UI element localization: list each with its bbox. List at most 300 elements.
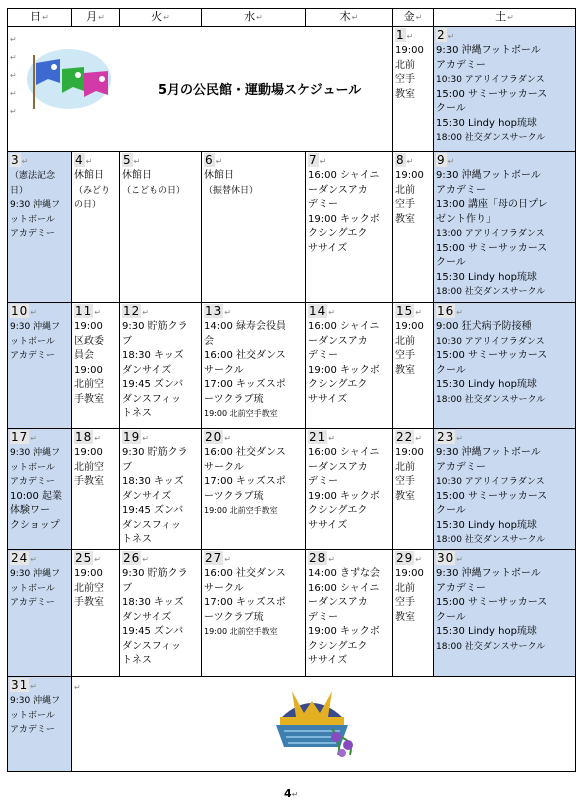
paragraph-mark: ↵ bbox=[328, 555, 336, 564]
day-number bbox=[436, 304, 573, 320]
day-cell-22 bbox=[393, 429, 434, 550]
event-line: 9:30 沖縄フ bbox=[10, 448, 61, 458]
paragraph-mark: ↵ bbox=[94, 308, 102, 317]
event-line: 16:00 シャイニ bbox=[308, 582, 380, 594]
event-line: アカデミー bbox=[10, 477, 55, 487]
event-line: 教室 bbox=[395, 490, 415, 502]
day-number bbox=[395, 304, 431, 320]
day-number-text: 31 bbox=[11, 678, 29, 692]
event-line: 19:45 ズンバ bbox=[122, 626, 184, 637]
event-line: （振替休日） bbox=[204, 185, 259, 196]
day-number-text: 1 bbox=[396, 28, 405, 42]
day-number bbox=[395, 430, 431, 446]
day-number-text: 6 bbox=[205, 153, 214, 167]
event-line: デミー bbox=[308, 476, 338, 487]
day-cell-30 bbox=[434, 550, 576, 677]
day-cell-1 bbox=[393, 27, 434, 152]
day-cell-18 bbox=[72, 429, 120, 550]
day-number bbox=[204, 430, 303, 446]
event-line: 区政委 bbox=[74, 335, 104, 347]
event-line: アカデミー bbox=[436, 582, 486, 594]
event-line: トネス bbox=[122, 408, 152, 419]
event-line: （こどもの日） bbox=[122, 185, 186, 196]
day-number-text: 26 bbox=[123, 551, 141, 565]
day-number bbox=[74, 153, 117, 169]
event-line: 19:00 キックボ bbox=[308, 490, 380, 502]
event-line: 15:30 Lindy hop琉球 bbox=[436, 117, 537, 129]
event-line: 教室 bbox=[395, 88, 415, 100]
event-line: サークル bbox=[204, 461, 244, 473]
event-line: 18:00 社交ダンスサークル bbox=[436, 641, 546, 652]
page-title: 5月の公民館・運動場スケジュール bbox=[158, 83, 362, 98]
event-line: 18:00 社交ダンスサークル bbox=[436, 287, 546, 297]
day-cell-17 bbox=[8, 429, 72, 550]
event-line: ーダンスアカ bbox=[308, 335, 368, 347]
event-line: ットボール bbox=[10, 583, 55, 594]
paragraph-marks: ↵ bbox=[74, 683, 81, 692]
day-number-text: 19 bbox=[123, 430, 141, 444]
event-line: 空手 bbox=[395, 476, 415, 487]
event-line: クシングエク bbox=[308, 379, 368, 390]
event-line: （みどり bbox=[74, 185, 111, 196]
event-line: トネス bbox=[122, 534, 152, 545]
event-line: ットボール bbox=[10, 710, 55, 721]
event-line: 10:30 アアリイフラダンス bbox=[436, 477, 545, 487]
event-line: 体験ワー bbox=[10, 505, 50, 516]
day-number bbox=[10, 430, 69, 446]
event-line: 13:00 アアリイフラダンス bbox=[436, 229, 545, 239]
weekday-fri: 金↵ bbox=[393, 9, 434, 27]
event-line: 9:00 狂犬病予防接種 bbox=[436, 321, 532, 332]
event-line: 9:30 沖縄フ bbox=[10, 696, 61, 706]
day-cell-20 bbox=[202, 429, 306, 550]
paragraph-mark: ↵ bbox=[447, 32, 456, 41]
day-number-text: 7 bbox=[309, 153, 318, 167]
day-number-text: 8 bbox=[396, 153, 405, 167]
event-line: クール bbox=[436, 257, 466, 268]
paragraph-mark: ↵ bbox=[456, 308, 464, 317]
event-line: ササイズ bbox=[308, 393, 348, 405]
day-cell-15 bbox=[393, 303, 434, 429]
event-line: 15:30 Lindy hop琉球 bbox=[436, 379, 537, 390]
event-line: アカデミー bbox=[436, 59, 486, 71]
event-line: 9:30 沖縄フットボール bbox=[436, 447, 541, 458]
event-line: トネス bbox=[122, 655, 152, 666]
event-line: 教室 bbox=[395, 364, 415, 376]
calendar-week-row bbox=[8, 677, 576, 772]
day-number bbox=[436, 28, 573, 44]
event-line: 北前 bbox=[395, 335, 415, 347]
event-line: 空手 bbox=[395, 350, 415, 361]
event-line: の日） bbox=[74, 200, 102, 210]
kabuto-cell bbox=[72, 677, 576, 772]
event-line: 10:00 起業 bbox=[10, 490, 62, 502]
day-number bbox=[122, 304, 199, 320]
paragraph-mark: ↵ bbox=[142, 555, 150, 564]
paragraph-mark: ↵ bbox=[215, 157, 224, 166]
event-line: 19:00 キックボ bbox=[308, 626, 380, 637]
paragraph-mark: ↵ bbox=[328, 434, 336, 443]
event-line: ダンスフィッ bbox=[122, 393, 181, 405]
day-number-text: 23 bbox=[437, 430, 455, 444]
event-line: アカデミー bbox=[10, 351, 55, 361]
event-line: ダンスフィッ bbox=[122, 640, 181, 652]
day-number-text: 9 bbox=[437, 153, 446, 167]
event-line: アカデミー bbox=[10, 725, 55, 735]
paragraph-mark: ↵ bbox=[30, 682, 38, 691]
weekday-sun: 日↵ bbox=[8, 9, 72, 27]
event-line: 19:00 bbox=[395, 45, 424, 56]
event-line: 15:30 Lindy hop琉球 bbox=[436, 519, 537, 531]
event-line: 19:00 bbox=[395, 170, 424, 181]
paragraph-mark: ↵ bbox=[406, 32, 415, 41]
day-cell-25 bbox=[72, 550, 120, 677]
day-cell-19 bbox=[120, 429, 202, 550]
event-line: 10:30 アアリイフラダンス bbox=[436, 75, 545, 85]
day-number bbox=[308, 551, 390, 567]
event-line: ササイズ bbox=[308, 519, 348, 531]
paragraph-mark: ↵ bbox=[456, 434, 464, 443]
day-cell-27 bbox=[202, 550, 306, 677]
event-line: 19:45 ズンバ bbox=[122, 505, 184, 516]
event-line: 手教室 bbox=[74, 597, 104, 608]
paragraph-mark: ↵ bbox=[224, 434, 232, 443]
event-line: クシングエク bbox=[308, 640, 368, 652]
event-line: 17:00 キッズスポ bbox=[204, 597, 286, 608]
event-line: 9:30 沖縄フ bbox=[10, 569, 61, 579]
event-line: ササイズ bbox=[308, 242, 348, 254]
calendar-week-row bbox=[8, 152, 576, 303]
event-line: 16:00 社交ダンス bbox=[204, 447, 286, 458]
event-line: 9:30 沖縄フ bbox=[10, 322, 61, 332]
event-line: 19:00 北前空手教室 bbox=[204, 506, 278, 515]
event-line: 14:00 緑寿会役員 bbox=[204, 321, 286, 332]
day-number bbox=[122, 551, 199, 567]
day-number bbox=[122, 430, 199, 446]
event-line: 18:00 社交ダンスサークル bbox=[436, 133, 546, 143]
event-line: 9:30 沖縄フットボール bbox=[436, 170, 541, 181]
event-line: ーツクラブ琉 bbox=[204, 490, 264, 502]
schedule-calendar bbox=[7, 8, 576, 772]
paragraph-mark: ↵ bbox=[415, 555, 423, 564]
event-line: ーツクラブ琉 bbox=[204, 393, 264, 405]
day-cell-23 bbox=[434, 429, 576, 550]
day-number bbox=[10, 304, 69, 320]
event-line: 18:30 キッズ bbox=[122, 476, 184, 487]
event-line: 19:45 ズンバ bbox=[122, 379, 184, 390]
paragraph-mark: ↵ bbox=[142, 434, 150, 443]
event-line: ットボール bbox=[10, 214, 55, 225]
weekday-mon: 月↵ bbox=[72, 9, 120, 27]
event-line: 18:00 社交ダンスサークル bbox=[436, 535, 546, 545]
event-line: 9:30 沖縄フ bbox=[10, 200, 61, 210]
weekday-tue: 火↵ bbox=[120, 9, 202, 27]
event-line: 16:00 シャイニ bbox=[308, 170, 380, 181]
paragraph-mark: ↵ bbox=[328, 308, 336, 317]
event-line: クール bbox=[436, 103, 466, 114]
day-number bbox=[10, 551, 69, 567]
event-line: 13:00 講座「母の日プレ bbox=[436, 199, 548, 210]
event-line: ブ bbox=[122, 582, 132, 594]
event-line: 19:00 bbox=[395, 321, 424, 332]
day-number bbox=[308, 153, 390, 169]
day-number bbox=[395, 551, 431, 567]
day-cell-6 bbox=[202, 152, 306, 303]
event-line: ダンサイズ bbox=[122, 611, 172, 623]
paragraph-mark: ↵ bbox=[30, 555, 38, 564]
event-line: 19:00 キックボ bbox=[308, 213, 380, 225]
day-number-text: 25 bbox=[75, 551, 93, 565]
paragraph-mark: ↵ bbox=[30, 434, 38, 443]
day-cell-10 bbox=[8, 303, 72, 429]
paragraph-mark: ↵ bbox=[94, 555, 102, 564]
event-line: デミー bbox=[308, 611, 338, 623]
day-number-text: 16 bbox=[437, 304, 455, 318]
paragraph-mark: ↵ bbox=[224, 308, 232, 317]
paragraph-mark: ↵ bbox=[456, 555, 464, 564]
event-line: 19:00 bbox=[74, 364, 103, 376]
event-line: 教室 bbox=[395, 213, 415, 225]
calendar-week-row bbox=[8, 27, 576, 152]
event-line: 手教室 bbox=[74, 476, 104, 487]
day-number-text: 27 bbox=[205, 551, 223, 565]
event-line: ササイズ bbox=[308, 655, 348, 666]
event-line: 15:00 サミーサッカース bbox=[436, 242, 548, 254]
kabuto-illustration bbox=[262, 681, 362, 763]
event-line: 19:00 北前空手教室 bbox=[204, 409, 278, 418]
day-cell-24 bbox=[8, 550, 72, 677]
paragraph-mark: ↵ bbox=[133, 157, 142, 166]
event-line: 19:00 bbox=[74, 568, 103, 579]
event-line: 15:00 サミーサッカース bbox=[436, 490, 548, 502]
paragraph-mark: ↵ bbox=[415, 434, 423, 443]
event-line: 休館日 bbox=[122, 170, 152, 181]
day-cell-13 bbox=[202, 303, 306, 429]
event-line: ットボール bbox=[10, 336, 55, 347]
event-line: ゼント作り」 bbox=[436, 213, 496, 225]
event-line: アカデミー bbox=[436, 461, 486, 473]
day-number bbox=[122, 153, 199, 169]
calendar-week-row bbox=[8, 550, 576, 677]
event-line: ーダンスアカ bbox=[308, 184, 368, 196]
day-cell-28 bbox=[306, 550, 393, 677]
day-number-text: 3 bbox=[11, 153, 20, 167]
event-line: 教室 bbox=[395, 611, 415, 623]
day-number bbox=[10, 153, 69, 169]
event-line: 16:00 シャイニ bbox=[308, 447, 380, 458]
day-cell-16 bbox=[434, 303, 576, 429]
day-cell-4 bbox=[72, 152, 120, 303]
day-number-text: 29 bbox=[396, 551, 414, 565]
day-number bbox=[74, 551, 117, 567]
event-line: 15:30 Lindy hop琉球 bbox=[436, 626, 537, 637]
event-line: 16:00 シャイニ bbox=[308, 321, 380, 332]
day-number-text: 30 bbox=[437, 551, 455, 565]
day-number bbox=[204, 304, 303, 320]
event-line: ダンスフィッ bbox=[122, 519, 181, 531]
day-cell-31 bbox=[8, 677, 72, 772]
day-cell-26 bbox=[120, 550, 202, 677]
day-number-text: 13 bbox=[205, 304, 223, 318]
event-line: 19:00 bbox=[395, 568, 424, 579]
event-line: 18:30 キッズ bbox=[122, 597, 184, 608]
day-number-text: 17 bbox=[11, 430, 29, 444]
day-cell-5 bbox=[120, 152, 202, 303]
event-line: 14:00 きずな会 bbox=[308, 568, 380, 579]
event-line: デミー bbox=[308, 199, 338, 210]
event-line: 日） bbox=[10, 185, 29, 196]
calendar-week-row bbox=[8, 303, 576, 429]
day-number-text: 12 bbox=[123, 304, 141, 318]
day-cell-3 bbox=[8, 152, 72, 303]
event-line: 19:00 北前空手教室 bbox=[204, 627, 278, 636]
day-number bbox=[308, 304, 390, 320]
event-line: サークル bbox=[204, 364, 244, 376]
event-line: アカデミー bbox=[10, 598, 55, 608]
event-line: 9:30 貯筋クラ bbox=[122, 568, 188, 579]
event-line: 北前空 bbox=[74, 582, 104, 594]
event-line: ブ bbox=[122, 461, 132, 473]
event-line: ダンサイズ bbox=[122, 364, 172, 376]
event-line: クシングエク bbox=[308, 228, 368, 239]
event-line: 15:00 サミーサッカース bbox=[436, 597, 548, 608]
event-line: 手教室 bbox=[74, 393, 104, 405]
event-line: 9:30 沖縄フットボール bbox=[436, 568, 541, 579]
event-line: 19:00 bbox=[395, 447, 424, 458]
event-line: クショップ bbox=[10, 519, 60, 531]
event-line: ダンサイズ bbox=[122, 490, 172, 502]
weekday-wed: 水↵ bbox=[202, 9, 306, 27]
day-number-text: 20 bbox=[205, 430, 223, 444]
event-line: 空手 bbox=[395, 199, 415, 210]
day-number bbox=[436, 430, 573, 446]
day-number-text: 10 bbox=[11, 304, 29, 318]
day-number bbox=[204, 153, 303, 169]
event-line: 19:00 bbox=[74, 321, 103, 332]
day-cell-8 bbox=[393, 152, 434, 303]
day-cell-21 bbox=[306, 429, 393, 550]
event-line: 16:00 社交ダンス bbox=[204, 568, 286, 579]
event-line: 会 bbox=[204, 335, 214, 347]
weekday-sat: 土↵ bbox=[434, 9, 576, 27]
event-line: 17:00 キッズスポ bbox=[204, 379, 286, 390]
event-line: 15:30 Lindy hop琉球 bbox=[436, 271, 537, 283]
day-number-text: 22 bbox=[396, 430, 414, 444]
event-line: 休館日 bbox=[204, 170, 234, 181]
event-line: クール bbox=[436, 611, 466, 623]
event-line: 北前 bbox=[395, 184, 415, 196]
day-number-text: 15 bbox=[396, 304, 414, 318]
day-cell-2 bbox=[434, 27, 576, 152]
day-number-text: 5 bbox=[123, 153, 132, 167]
event-line: 北前空 bbox=[74, 379, 104, 390]
event-line: 9:30 貯筋クラ bbox=[122, 447, 188, 458]
calendar-week-row bbox=[8, 429, 576, 550]
day-number bbox=[395, 153, 431, 169]
event-line: 18:00 社交ダンスサークル bbox=[436, 394, 546, 405]
event-line: 休館日 bbox=[74, 170, 104, 181]
day-number-text: 14 bbox=[309, 304, 327, 318]
event-line: クール bbox=[436, 505, 466, 516]
event-line: ットボール bbox=[10, 462, 55, 473]
paragraph-mark: ↵ bbox=[319, 157, 328, 166]
event-line: 北前 bbox=[395, 582, 415, 594]
event-line: 10:30 アアリイフラダンス bbox=[436, 336, 545, 347]
day-number-text: 24 bbox=[11, 551, 29, 565]
day-number-text: 4 bbox=[75, 153, 84, 167]
day-number bbox=[436, 551, 573, 567]
day-number bbox=[395, 28, 431, 44]
weekday-thu: 木↵ bbox=[306, 9, 393, 27]
event-line: （憲法記念 bbox=[10, 171, 56, 181]
day-cell-29 bbox=[393, 550, 434, 677]
day-number-text: 11 bbox=[75, 304, 93, 318]
paragraph-marks: ↵ ↵ ↵ ↵ ↵ bbox=[10, 35, 17, 116]
paragraph-mark: ↵ bbox=[447, 157, 456, 166]
event-line: 15:00 サミーサッカース bbox=[436, 88, 548, 100]
event-line: 18:30 キッズ bbox=[122, 350, 184, 361]
event-line: 空手 bbox=[395, 597, 415, 608]
day-cell-7 bbox=[306, 152, 393, 303]
event-line: クシングエク bbox=[308, 505, 368, 516]
title-cell bbox=[8, 27, 393, 152]
event-line: ーツクラブ琉 bbox=[204, 611, 264, 623]
event-line: アカデミー bbox=[436, 184, 486, 196]
paragraph-mark: ↵ bbox=[21, 157, 30, 166]
paragraph-mark: ↵ bbox=[30, 308, 38, 317]
day-cell-14 bbox=[306, 303, 393, 429]
event-line: 北前空 bbox=[74, 461, 104, 473]
day-cell-9 bbox=[434, 152, 576, 303]
event-line: 9:30 沖縄フットボール bbox=[436, 45, 541, 56]
paragraph-mark: ↵ bbox=[142, 308, 150, 317]
event-line: 17:00 キッズスポ bbox=[204, 476, 286, 487]
event-line: デミー bbox=[308, 350, 338, 361]
event-line: 15:00 サミーサッカース bbox=[436, 350, 548, 361]
weekday-header-row bbox=[8, 9, 576, 27]
day-number-text: 2 bbox=[437, 28, 446, 42]
event-line: 空手 bbox=[395, 74, 415, 85]
event-line: 北前 bbox=[395, 461, 415, 473]
event-line: ーダンスアカ bbox=[308, 461, 368, 473]
koinobori-illustration bbox=[26, 49, 112, 115]
event-line: 北前 bbox=[395, 59, 415, 71]
paragraph-mark: ↵ bbox=[85, 157, 94, 166]
event-line: 9:30 貯筋クラ bbox=[122, 321, 188, 332]
event-line: 19:00 キックボ bbox=[308, 364, 380, 376]
event-line: サークル bbox=[204, 582, 244, 594]
paragraph-mark: ↵ bbox=[415, 308, 423, 317]
page-number: 4↵ bbox=[284, 787, 299, 800]
event-line: アカデミー bbox=[10, 229, 55, 239]
day-number bbox=[204, 551, 303, 567]
day-number-text: 21 bbox=[309, 430, 327, 444]
day-number bbox=[308, 430, 390, 446]
paragraph-mark: ↵ bbox=[224, 555, 232, 564]
day-number-text: 28 bbox=[309, 551, 327, 565]
event-line: ブ bbox=[122, 335, 132, 347]
event-line: 19:00 bbox=[74, 447, 103, 458]
day-number bbox=[74, 304, 117, 320]
event-line: 16:00 社交ダンス bbox=[204, 350, 286, 361]
event-line: クール bbox=[436, 364, 466, 376]
paragraph-mark: ↵ bbox=[406, 157, 415, 166]
event-line: 員会 bbox=[74, 350, 94, 361]
paragraph-mark: ↵ bbox=[94, 434, 102, 443]
event-line: ーダンスアカ bbox=[308, 597, 368, 608]
day-number bbox=[436, 153, 573, 169]
day-number bbox=[74, 430, 117, 446]
